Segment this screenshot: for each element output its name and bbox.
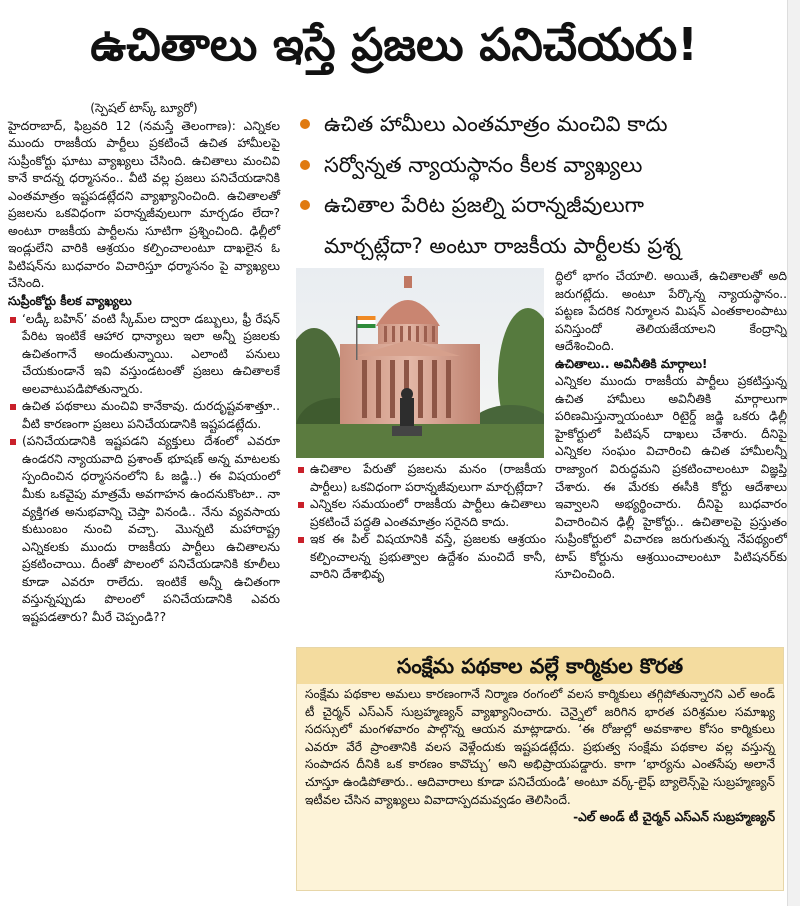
remark-item: (పనిచేయడానికి ఇష్టపడని వ్యక్తులు దేశంలో ఎవరూ ఉండరని న్యాయవాది ప్రశాంత్ భూషణ్ అన్న మాటలకు స్పందించిన ధర్మాసనంలోని ఓ జడ్జి..) ఈ విషయంలో మీకు ఒకవైపు మాత్రమే అవగాహన ఉందనుకొంటా.. నా వ్యక్తిగత అనుభవాన్ని చెప్తా వినండి.. నేను వ్యవసాయ కుటుంబం నుంచి వచ్చా. మొన్నటి మహారాష్ట్ర ఎన్నికలకు ముందు రాజకీయ పార్టీలు ఉచితాలను ప్రకటించాయి. దీంతో పొలంలో పనిచేయడానికి కూలీలు కూడా ఎవరూ రాలేదు. ఇంటికే అన్నీ ఉచితంగా వస్తున్నప్పుడు పొలంలో పనిచేయడానికి ఎవరు ఇష్టపడతారు? మీరే చెప్పండి?? [8,433,280,626]
remarks-heading: సుప్రీంకోర్టు కీలక వ్యాఖ్యలు [8,294,132,309]
page-edge-strip [787,0,800,906]
dateline: (స్పెషల్ టాస్క్ బ్యూరో) [90,101,198,115]
remark-item: ఉచిత పథకాలు మంచివి కానేకావు. దురదృష్టవశాత్తూ.. వీటి కారణంగా ప్రజలు పనిచేయడానికి ఇష్టపడట్లేదు. [8,398,280,433]
column-3 [555,268,787,584]
key-point-continuation: మార్చట్లేదా? అంటూ రాజకీయ పార్టీలకు ప్రశ్న [324,233,681,258]
box-byline: -ఎల్ అండ్ టీ చైర్మన్ ఎస్ఎన్ సుబ్రహ్మణ్యన్ [573,810,775,825]
labour-shortage-box [296,647,784,891]
col3-intro: ద్ధిలో భాగం చేయాలి. అయితే, ఉచితాలతో అది జరుగట్లేదు. అంటూ పేర్కొన్న న్యాయస్థానం.. పట్టణ పేదరిక నిర్మూలన మిషన్ ఎంతకాలంపాటు పనిస్తుందో తెలియజేయాలని కేంద్రాన్ని ఆదేశించింది. [555,269,787,354]
remark-item: ‘లడ్కీ బహిన్’ వంటి స్కీమ్‌ల ద్వారా డబ్బులు, ఫ్రీ రేషన్ పేరిట ఇంటికే ఆహార ధాన్యాలు ఇలా అన్నీ ప్రజలకు ఉచితంగానే అందుతున్నాయి. ఎలాంటి పనులు చేయకుండానే ఇవి వస్తుండటంతో ప్రజలు ఉచితాలకే అలవాటుపడిపోతున్నారు. [8,311,280,399]
court-points-list [296,461,546,584]
key-point: ఉచితాల పేరిట ప్రజల్ని పరాన్నజీవులుగా [298,185,780,226]
box-paragraph: సంక్షేమ పథకాల అమలు కారణంగానే నిర్మాణ రంగంలో వలస కార్మికులు తగ్గిపోతున్నారని ఎల్ అండ్ టీ చైర్మన్ ఎస్ఎన్ సుబ్రహ్మణ్యన్ వ్యాఖ్యానించారు. చెన్నైలో జరిగిన భారత పరిశ్రమల సమాఖ్య సదస్సులో మంగళవారం పాల్గొన్న ఆయన మాట్లాడారు. ‘ఈ రోజుల్లో అవకాశాల కోసం కార్మికులు ఎవరూ వేరే ప్రాంతానికి వలస వెళ్లేందుకు ఇష్టపడట్లేదు. ప్రభుత్వ సంక్షేమ పథకాల వల్ల వస్తున్న సంపాదన దీనికి ఒక కారణం కావొచ్చు’ అని అభిప్రాయపడ్డారు. కాగా ‘భార్యను ఎంతసేపు అలానే చూస్తూ ఉండిపోతారు.. ఆదివారాలు కూడా పనిచేయండి’ అంటూ వర్క్-లైఫ్ బ్యాలెన్స్‌పై సుబ్రహ్మణ్యన్ ఇటీవల చేసిన వ్యాఖ్యలు వివాదాస్పదమవ్వడం తెలిసిందే. [305,687,775,807]
corruption-paragraph: ఎన్నికల ముందు రాజకీయ పార్టీలు ప్రకటిస్తున్న ఉచిత హామీలు అవినీతికి మార్గాలుగా పరిణమిస్తున్నాయంటూ రిటైర్డ్ జడ్జి ఒకరు ఢిల్లీ హైకోర్టులో పిటిషన్ దాఖలు చేశారు. దీనిపై ఎన్నికల సంఘం విచారించి ఉచిత హామీలన్నీ రాజ్యాంగ విరుద్ధమని ప్రకటించాలంటూ విజ్ఞప్తి చేశారు. ఈ మేరకు ఈసీకి కోర్టు ఆదేశాలు ఇవ్వాలని అభ్యర్థించారు. దీనిపై బుధవారం విచారించిన ఢిల్లీ హైకోర్టు.. ఉచితాలపై ప్రస్తుతం సుప్రీంకోర్టులో విచారణ జరుగుతున్న నేపథ్యంలో టాప్ కోర్టును ఆశ్రయించాలంటూ పిటిషనర్‌కు సూచించింది. [555,374,787,582]
key-point: ఉచిత హామీలు ఎంతమాత్రం మంచివి కాదు [298,104,780,145]
key-point: సర్వోన్నత న్యాయస్థానం కీలక వ్యాఖ్యలు [298,145,780,186]
column-1 [8,100,280,626]
intro-paragraph: హైదరాబాద్, ఫిబ్రవరి 12 (నమస్తే తెలంగాణ): ఎన్నికల ముందు రాజకీయ పార్టీలు ప్రకటించే ఉచిత హామీలపై సుప్రీంకోర్టు ఘాటు వ్యాఖ్యలు చేసింది. ఉచితాలు మంచివి కానే కాదన్న ధర్మాసనం.. వీటి వల్ల ప్రజలు పనిచేయడానికి ఎంతమాత్రం ఇష్టపడట్లేదని వ్యాఖ్యానించింది. ఉచితాలతో ప్రజలను ఒకవిధంగా పరాన్నజీవులుగా మార్చడం లేదా? అంటూ రాజకీయ పార్టీలను సూటిగా ప్రశ్నించింది. ఢిల్లీలో ఇండ్లులేని వారికి ఆశ్రయం కల్పించాలంటూ దాఖలైన ఓ పిటిషన్‌ను బుధవారం విచారిస్తూ ధర్మాసనం పై వ్యాఖ్యలు చేసింది. [8,118,280,291]
box-title: సంక్షేమ పథకాల వల్లే కార్మికుల కొరత [297,648,783,684]
supreme-court-illustration [296,268,544,458]
key-points [298,104,780,266]
court-point: ఎన్నికల సమయంలో రాజకీయ పార్టీలు ఉచితాలు ప్రకటించే పద్ధతి ఎంతమాత్రం సరైనది కాదు. [296,496,546,531]
column-2 [296,461,546,584]
supreme-court-photo [296,268,544,458]
box-body [305,686,775,827]
court-point: ఇక ఈ పిల్ విషయానికి వస్తే, ప్రజలకు ఆశ్రయం కల్పించాలన్న ప్రభుత్వాల ఉద్దేశం మంచిదే కానీ, వారిని దేశాభివృ [296,531,546,584]
corruption-heading: ఉచితాలు.. అవినీతికి మార్గాలు! [555,356,708,371]
headline: ఉచితాలు ఇస్తే ప్రజలు పనిచేయరు! [90,18,698,71]
court-point: ఉచితాల పేరుతో ప్రజలను మనం (రాజకీయ పార్టీలు) ఒకవిధంగా పరాన్నజీవులుగా మార్చట్లేదా? [296,461,546,496]
remarks-list [8,311,280,627]
